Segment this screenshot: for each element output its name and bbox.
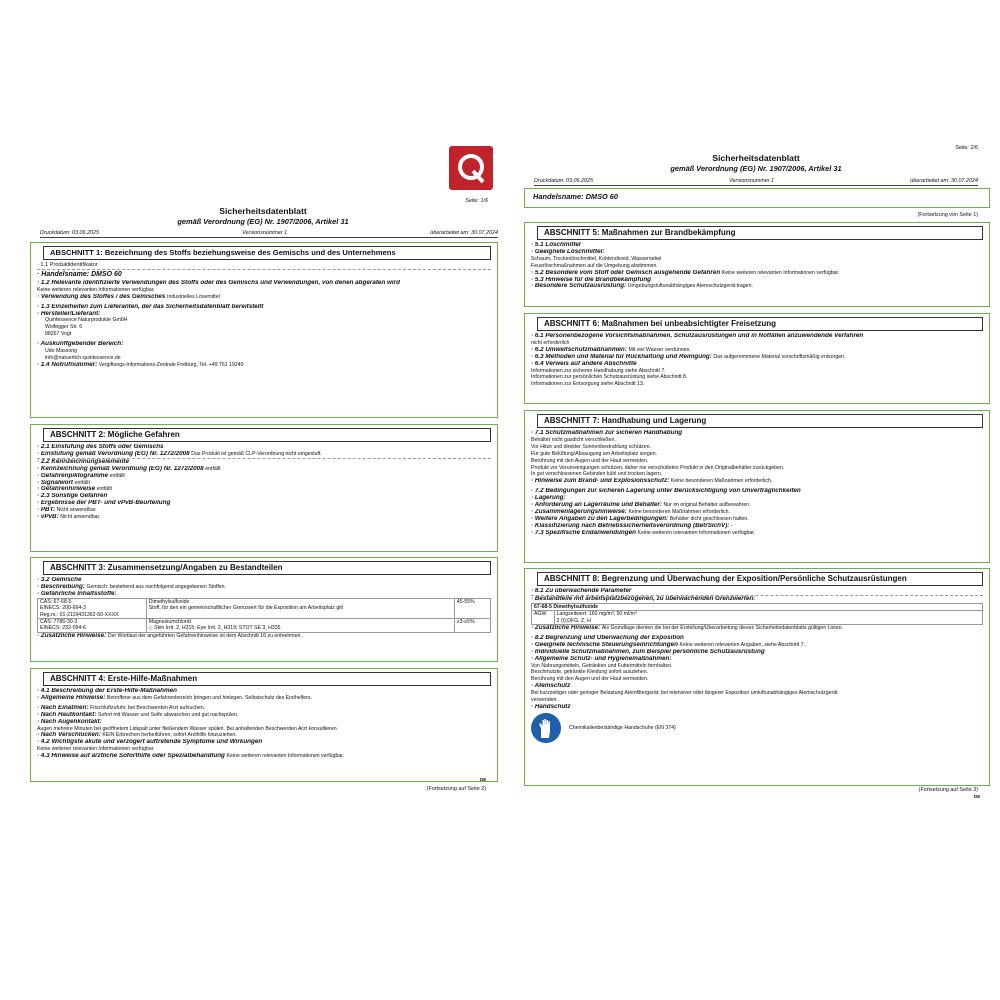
section-heading: ABSCHNITT 6: Maßnahmen bei unbeabsichtigter Freisetzung bbox=[537, 317, 983, 331]
section-heading: ABSCHNITT 8: Begrenzung und Überwachung der Exposition/Persönliche Schutzausrüstungen bbox=[537, 572, 983, 586]
page-number: Seite: 1/6 bbox=[465, 198, 488, 204]
table-row bbox=[38, 618, 491, 632]
section-heading: ABSCHNITT 3: Zusammensetzung/Angaben zu Bestandteilen bbox=[43, 561, 491, 575]
value: entfällt bbox=[96, 486, 112, 493]
line: Berührung mit den Augen und der Haut vermeiden. bbox=[531, 676, 649, 683]
line: · 1.2 Relevante identifizierte Verwendungen des Stoffs oder des Gemischs und Verwendungen, von denen abgeraten wird bbox=[37, 279, 400, 286]
cas: CAS: 67-68-5 bbox=[40, 598, 72, 605]
continued-from-note: (Fortsetzung von Seite 1) bbox=[917, 212, 978, 218]
label: · Zusätzliche Hinweise: bbox=[531, 625, 601, 632]
value: Sofort mit Wasser und Seife abwaschen und gut nachspülen. bbox=[98, 711, 239, 718]
label: · Hinweise zum Brand- und Explosionsschutz: bbox=[531, 478, 670, 485]
line: verwenden. bbox=[531, 697, 558, 704]
value: Keine besonderen Maßnahmen erforderlich. bbox=[670, 478, 773, 485]
line: Wolfegger Str. 6 bbox=[45, 324, 83, 331]
section-1 bbox=[30, 242, 498, 418]
label: · Zusammenlagerungshinweise: bbox=[531, 508, 627, 515]
line: · Individuelle Schutzmaßnahmen, zum Beispiel persönliche Schutzausrüstung bbox=[531, 648, 765, 655]
line: · 4.1 Beschreibung der Erste-Hilfe-Maßnahmen bbox=[37, 688, 177, 694]
line: Informationen zur sicheren Handhabung siehe Abschnitt 7. bbox=[531, 367, 666, 374]
line: · Lagerung: bbox=[531, 495, 566, 502]
line: · 5.1 Löschmittel bbox=[531, 242, 581, 248]
revised-date: überarbeitet am: 30.07.2024 bbox=[430, 230, 498, 236]
trade-name: Handelsname: DMSO 60 bbox=[533, 192, 619, 201]
doc-title: Sicherheitsdatenblatt bbox=[712, 153, 800, 163]
line: · 6.4 Verweis auf andere Abschnitte bbox=[531, 360, 637, 367]
line: 88267 Vogt bbox=[45, 331, 72, 338]
table-row bbox=[532, 603, 983, 610]
label: · Signalwort bbox=[37, 479, 74, 486]
print-date: Druckdatum: 03.06.2025 bbox=[534, 178, 594, 184]
line: · 3.2 Gemische bbox=[37, 577, 82, 583]
line: · 7.2 Bedingungen zur sicheren Lagerung unter Berücksichtigung von Unverträglichkeiten bbox=[531, 488, 801, 495]
line: · 8.2 Begrenzung und Überwachung der Exposition bbox=[531, 634, 684, 641]
line: Bei kurzzeitiger oder geringer Belastung Atemfiltergerät; bei intensiver oder längerer Exposition umluftunabhängiges Atemschutzgerät bbox=[531, 690, 838, 697]
value: Nicht anwendbar. bbox=[60, 514, 101, 521]
value: - bbox=[730, 522, 733, 529]
line: · 5.3 Hinweise für die Brandbekämpfung bbox=[531, 276, 652, 283]
value: Mit viel Wasser verdünnen. bbox=[628, 346, 691, 353]
label: · 1.4 Notrufnummer: bbox=[37, 361, 98, 368]
value: entfällt bbox=[109, 472, 125, 479]
label: · 6.2 Umweltschutzmaßnahmen: bbox=[531, 346, 627, 353]
value: Behälter dicht geschlossen halten. bbox=[669, 515, 749, 522]
trade-name: · Handelsname: DMSO 60 bbox=[37, 270, 122, 278]
line: Vor Hitze und direkter Sonnenbestrahlung schützen. bbox=[531, 443, 651, 450]
q-logo-icon bbox=[454, 151, 488, 185]
label: · Nach Verschlucken: bbox=[37, 732, 101, 739]
line: · 1.3 Einzelheiten zum Lieferanten, der das Sicherheitsdatenblatt bereitstellt bbox=[37, 303, 264, 310]
line: Beschmutzte, getränkte Kleidung sofort ausziehen. bbox=[531, 669, 649, 676]
reg-nr: Reg.nr.: 01-2119431362-50-XXXX bbox=[40, 611, 119, 618]
label: · Anforderung an Lagerräume und Behälter: bbox=[531, 502, 662, 509]
line: · 2.2 Kennzeichnungselemente bbox=[37, 458, 130, 465]
value: Keine weiteren relevanten Informationen verfügbar. bbox=[721, 269, 840, 276]
line: Von Nahrungsmitteln, Getränken und Futtermitteln fernhalten. bbox=[531, 662, 673, 669]
doc-meta bbox=[40, 230, 498, 238]
line: · Ergebnisse der PBT- und vPvB-Beurteilung bbox=[37, 500, 171, 507]
line: Keine weiteren relevanten Informationen verfügbar. bbox=[37, 286, 155, 293]
language-code: DE bbox=[480, 777, 487, 782]
value: Als Grundlage dienten die bei der Erstellung/Überarbeitung dieses Sicherheitsdatenblatts gültigen Listen. bbox=[601, 625, 843, 632]
line: Berührung mit den Augen und der Haut vermeiden. bbox=[531, 457, 649, 464]
section-heading: ABSCHNITT 7: Handhabung und Lagerung bbox=[537, 414, 983, 428]
line: In gut verschlossenen Gebinden kühl und trocken lagern. bbox=[531, 471, 663, 478]
label: · Weitere Angaben zu den Lagerbedingungen: bbox=[531, 515, 669, 522]
cas: CAS: 7786-30-3 bbox=[40, 618, 78, 625]
line: Informationen zur persönlichen Schutzausrüstung siehe Abschnitt 8. bbox=[531, 374, 688, 381]
line: · Handschutz bbox=[531, 704, 571, 710]
label: · Verwendung des Stoffes / des Gemisches bbox=[37, 293, 166, 300]
glove-icon bbox=[531, 713, 561, 743]
quintessence-logo bbox=[449, 146, 493, 190]
section-5 bbox=[524, 222, 990, 307]
language-code: DE bbox=[974, 794, 981, 799]
value: Vergiftungs-Informations-Zentrale Freiburg, Tel. +49 761 19240 bbox=[98, 361, 244, 368]
section-heading: ABSCHNITT 4: Erste-Hilfe-Maßnahmen bbox=[43, 672, 491, 686]
label: · 5.2 Besondere vom Stoff oder Gemisch ausgehende Gefahren bbox=[531, 269, 721, 276]
label: · Nach Einatmen: bbox=[37, 704, 89, 711]
exposure-limits-table bbox=[531, 603, 983, 625]
doc-subtitle: gemäß Verordnung (EG) Nr. 1907/2006, Artikel 31 bbox=[670, 164, 842, 173]
substance-header: 67-68-5 Dimethylsulfoxide bbox=[532, 603, 983, 610]
continued-note: (Fortsetzung auf Seite 2) bbox=[426, 786, 486, 792]
value: Gemisch: bestehend aus nachfolgend angegebenen Stoffen. bbox=[86, 583, 226, 590]
section-heading: ABSCHNITT 2: Mögliche Gefahren bbox=[43, 428, 491, 442]
value: Nur im original Behälter aufbewahren. bbox=[663, 502, 751, 509]
value: Der Wortlaut der angeführten Gefahrenhinweise ist dem Abschnitt 16 zu entnehmen. bbox=[107, 632, 302, 639]
line: · Gefährliche Inhaltsstoffe: bbox=[37, 590, 117, 597]
value: Keine weiteren relevanten Informationen verfügbar. bbox=[226, 753, 345, 760]
section-heading: ABSCHNITT 1: Bezeichnung des Stoffs beziehungsweise des Gemischs und des Unternehmens bbox=[43, 246, 491, 260]
substance-name: Magnesiumchlorid bbox=[148, 618, 191, 625]
version: Versionsnummer 1 bbox=[729, 178, 775, 184]
value: Frischluftzufuhr, bei Beschwerden Arzt aufsuchen. bbox=[90, 704, 206, 711]
label: · vPvB: bbox=[37, 514, 59, 521]
line: Informationen zur Entsorgung siehe Abschnitt 13. bbox=[531, 381, 645, 388]
section-4 bbox=[30, 668, 498, 782]
line: · Allgemeine Schutz- und Hygienemaßnahmen: bbox=[531, 655, 672, 662]
label: · Einstufung gemäß Verordnung (EG) Nr. 1272/2008 bbox=[37, 450, 190, 457]
section-2 bbox=[30, 424, 498, 552]
label: · Kennzeichnung gemäß Verordnung (EG) Nr. 1272/2008 bbox=[37, 465, 204, 472]
label: · 6.3 Methoden und Material für Rückhaltung und Reinigung: bbox=[531, 353, 712, 360]
label: · 4.3 Hinweise auf ärztliche Soforthilfe oder Spezialbehandlung bbox=[37, 753, 225, 760]
section-heading: ABSCHNITT 5: Maßnahmen zur Brandbekämpfung bbox=[537, 226, 983, 240]
value: KEIN Erbrechen herbeiführen, sofort Arzthilfe hinzuziehen. bbox=[102, 732, 237, 739]
revised-date: überarbeitet am: 30.07.2024 bbox=[910, 178, 978, 184]
percentage: 45-55% bbox=[454, 598, 490, 618]
limit-note: 2 (I);DFG, Z, H bbox=[556, 617, 591, 624]
line: · 6.1 Personenbezogene Vorsichtsmaßnahmen, Schutzausrüstungen und in Notfällen anzuwendende Verfahren bbox=[531, 333, 864, 339]
label: · Nach Hautkontakt: bbox=[37, 711, 97, 718]
value: Nicht anwendbar. bbox=[56, 507, 97, 514]
label: · Gefahrenhinweise bbox=[37, 486, 96, 493]
einecs: EINECS: 232-094-6 bbox=[40, 625, 86, 632]
line: · Hersteller/Lieferant: bbox=[37, 310, 101, 317]
exclamation-pictogram-icon: ◇ bbox=[148, 625, 153, 632]
page-number: Seite: 2/6 bbox=[955, 145, 978, 151]
value: entfällt bbox=[74, 479, 90, 486]
substance-note: Stoff, für den ein gemeinschaftlicher Grenzwert für die Exposition am Arbeitsplatz gilt bbox=[148, 605, 343, 612]
line: · Atemschutz bbox=[531, 683, 571, 690]
glove-caption: Chemikalienbeständige Handschuhe (EN 374) bbox=[569, 724, 676, 731]
line: Produkt vor Verunreinigungen schützen, daher nie verschüttetes Produkt in den Originalbehälter zurückgeben. bbox=[531, 464, 785, 471]
ingredients-table bbox=[37, 598, 491, 633]
line: · 2.3 Sonstige Gefahren bbox=[37, 493, 108, 500]
value: Keine weiteren relevanten Angaben, siehe Abschnitt 7. bbox=[679, 641, 805, 648]
value: Das Produkt ist gemäß CLP-Verordnung nicht eingestuft. bbox=[191, 450, 322, 457]
line: Udo Massong bbox=[45, 348, 78, 355]
value: Keine weiteren relevanten Informationen verfügbar. bbox=[637, 529, 756, 536]
line: Quintessence Naturprodukte GmbH bbox=[45, 317, 128, 324]
line: Feuerlöschmaßnahmen auf die Umgebung abstimmen. bbox=[531, 262, 658, 269]
line: · Geeignete Löschmittel: bbox=[531, 248, 605, 255]
substance-name: Dimethylsulfoxide bbox=[148, 598, 190, 605]
value: Keine besonderen Maßnahmen erforderlich. bbox=[628, 508, 730, 515]
section-3 bbox=[30, 557, 498, 662]
doc-title: Sicherheitsdatenblatt bbox=[219, 206, 307, 216]
table-row bbox=[532, 611, 983, 625]
print-date: Druckdatum: 03.06.2025 bbox=[40, 230, 100, 236]
label: · Zusätzliche Hinweise: bbox=[37, 632, 107, 639]
line: · Bestandteile mit arbeitsplatzbezogenen, zu überwachenden Grenzwerten: bbox=[531, 595, 756, 602]
label: · PBT: bbox=[37, 507, 56, 514]
section-7 bbox=[524, 410, 990, 563]
value: entfällt bbox=[205, 465, 221, 472]
section-6 bbox=[524, 313, 990, 404]
hazard-codes: Skin Irrit. 2, H315; Eye Irrit. 2, H319; STOT SE 3, H335 bbox=[154, 625, 281, 632]
line: · Auskunftgebender Bereich: bbox=[37, 341, 124, 348]
section-8 bbox=[524, 568, 990, 786]
line: · 7.1 Schutzmaßnahmen zur sicheren Handhabung bbox=[531, 430, 683, 436]
label: · Geeignete technische Steuerungseinrichtungen bbox=[531, 641, 678, 648]
version: Versionsnummer 1 bbox=[242, 230, 288, 236]
line: Keine weiteren relevanten Informationen verfügbar. bbox=[37, 746, 155, 753]
line: nicht erforderlich bbox=[531, 339, 570, 346]
line: Augen mehrere Minuten bei geöffnetem Lidspalt unter fließendem Wasser spülen. Bei anhaltenden Beschwerden Arzt konsultieren. bbox=[37, 725, 339, 732]
value: Das aufgenommene Material vorschriftsmäßig entsorgen. bbox=[713, 353, 846, 360]
value: Betroffene aus dem Gefahrenbereich bringen und hinlegen. Selbstschutz des Ersthelfers. bbox=[106, 694, 312, 701]
label: · Gefahrenpiktogramme bbox=[37, 472, 109, 479]
continued-note: (Fortsetzung auf Seite 3) bbox=[918, 787, 978, 793]
email-link[interactable]: info@natuerlich-quintessence.de bbox=[45, 354, 121, 361]
label: · Allgemeine Hinweise: bbox=[37, 694, 106, 701]
line: · 2.1 Einstufung des Stoffs oder Gemischs bbox=[37, 444, 164, 450]
line: · Nach Augenkontakt: bbox=[37, 718, 102, 725]
limit-value: Langzeitwert: 160 mg/m³, 50 ml/m³ bbox=[556, 611, 637, 618]
doc-meta bbox=[534, 178, 978, 186]
line: · 1.1 Produktidentifikator bbox=[37, 262, 491, 270]
label: · 7.3 Spezifische Endanwendungen bbox=[531, 529, 636, 536]
trade-name-box bbox=[524, 188, 990, 208]
limit-type: AGW bbox=[532, 611, 555, 625]
line: Schaum, Trockenlöschmittel, Kohlendioxid, Wassernebel bbox=[531, 255, 662, 262]
glove-row bbox=[531, 713, 983, 743]
table-row bbox=[38, 598, 491, 618]
line: · 4.2 Wichtigste akute und verzögert auftretende Symptome und Wirkungen bbox=[37, 739, 263, 746]
value: Industrielles Lösemittel bbox=[167, 293, 220, 300]
label: · Klassifizierung nach Betriebssicherheitsverordnung (BetrSichV): bbox=[531, 522, 730, 529]
line: · 8.1 Zu überwachende Parameter bbox=[531, 588, 983, 596]
value: Umgebungsluftunabhängiges Atemschutzgerät tragen. bbox=[627, 283, 753, 290]
label: · Beschreibung: bbox=[37, 583, 85, 590]
einecs: EINECS: 200-664-3 bbox=[40, 605, 86, 612]
percentage: ≥3-≤5% bbox=[454, 618, 490, 632]
label: · Besondere Schutzausrüstung: bbox=[531, 283, 627, 290]
line: Behälter nicht gasdicht verschließen. bbox=[531, 436, 616, 443]
doc-subtitle: gemäß Verordnung (EG) Nr. 1907/2006, Artikel 31 bbox=[177, 217, 349, 226]
line: Für gute Belüftung/Absaugung am Arbeitsplatz sorgen. bbox=[531, 450, 658, 457]
